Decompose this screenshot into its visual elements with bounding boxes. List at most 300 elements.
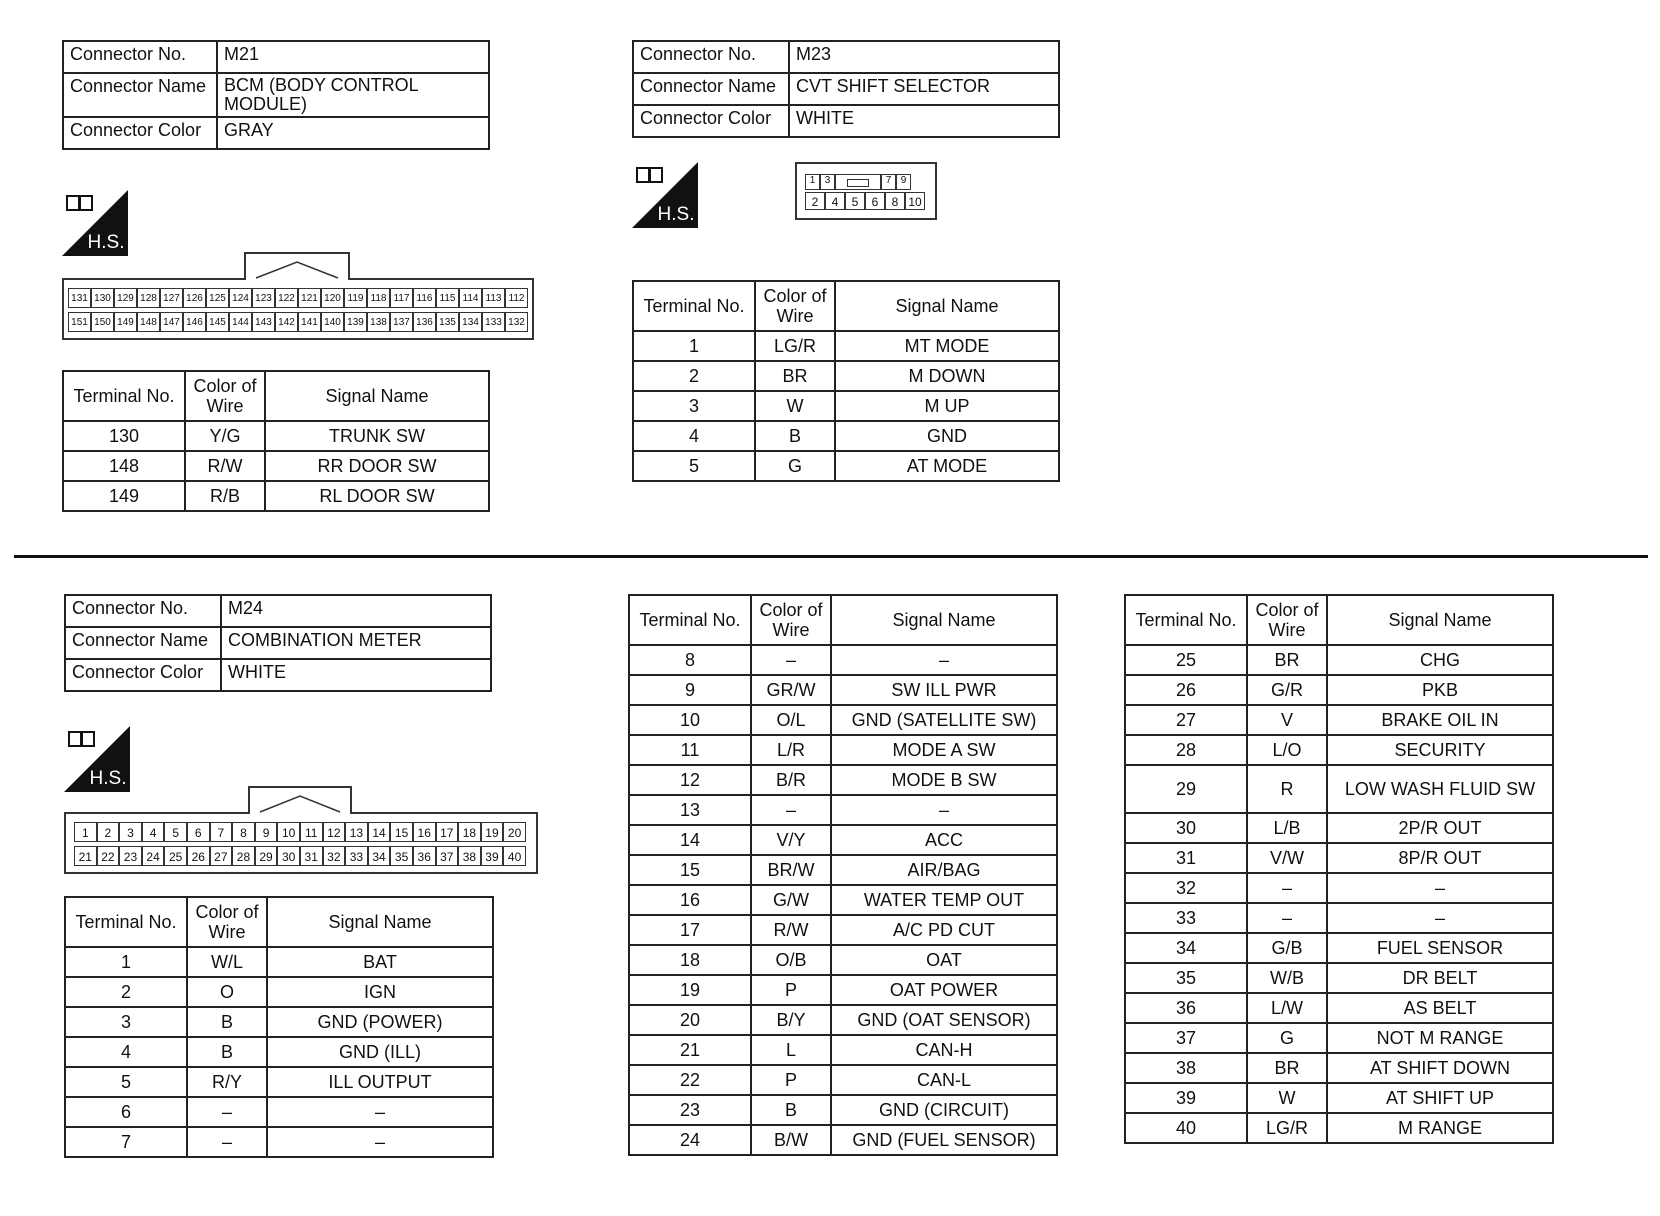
terminal-cell: 3 <box>65 1007 187 1037</box>
terminal-cell: 149 <box>63 481 185 511</box>
signal-name-cell: GND (FUEL SENSOR) <box>831 1125 1057 1155</box>
label: Connector Name <box>633 73 789 105</box>
table-row <box>1125 873 1553 903</box>
pin: 2 <box>97 822 120 842</box>
terminal-cell: 37 <box>1125 1023 1247 1053</box>
label: Connector Color <box>63 117 217 149</box>
label: Connector Name <box>65 627 221 659</box>
pin: 16 <box>413 822 436 842</box>
signal-name-cell: RR DOOR SW <box>265 451 489 481</box>
table-row <box>629 1125 1057 1155</box>
header-signal: Signal Name <box>265 371 489 421</box>
pin: 4 <box>825 192 845 210</box>
table-row <box>1125 933 1553 963</box>
pin: 32 <box>323 846 346 866</box>
pin: 25 <box>164 846 187 866</box>
table-row <box>633 331 1059 361</box>
terminal-cell: 28 <box>1125 735 1247 765</box>
wire-color-cell: V <box>1247 705 1327 735</box>
terminal-cell: 38 <box>1125 1053 1247 1083</box>
header-terminal: Terminal No. <box>63 371 185 421</box>
terminal-cell: 16 <box>629 885 751 915</box>
header-signal: Signal Name <box>267 897 493 947</box>
wire-color-cell: – <box>1247 873 1327 903</box>
table-row <box>1125 765 1553 813</box>
wire-color-cell: L/B <box>1247 813 1327 843</box>
pin: 31 <box>300 846 323 866</box>
terminal-cell: 29 <box>1125 765 1247 813</box>
table-row <box>65 1097 493 1127</box>
pin: 147 <box>160 312 183 332</box>
signal-name-cell: GND (POWER) <box>267 1007 493 1037</box>
connector-color: GRAY <box>217 117 489 149</box>
pin: 121 <box>298 288 321 308</box>
pin: 113 <box>482 288 505 308</box>
pin: 1 <box>805 174 820 190</box>
pin: 12 <box>323 822 346 842</box>
wire-color-cell: G/B <box>1247 933 1327 963</box>
table-row <box>1125 735 1553 765</box>
pin: 146 <box>183 312 206 332</box>
signal-name-cell: CHG <box>1327 645 1553 675</box>
wire-color-cell: P <box>751 1065 831 1095</box>
pin: 2 <box>805 192 825 210</box>
terminal-cell: 2 <box>633 361 755 391</box>
connector-no: M23 <box>789 41 1059 73</box>
wire-color-cell: – <box>751 645 831 675</box>
terminal-cell: 34 <box>1125 933 1247 963</box>
wire-color-cell: L/O <box>1247 735 1327 765</box>
table-row <box>65 947 493 977</box>
wire-color-cell: – <box>1247 903 1327 933</box>
label: Connector Color <box>65 659 221 691</box>
table-row <box>629 675 1057 705</box>
wire-color-cell: W <box>1247 1083 1327 1113</box>
terminal-cell: 4 <box>65 1037 187 1067</box>
signal-name-cell: SECURITY <box>1327 735 1553 765</box>
hs-label: H.S. <box>89 768 127 789</box>
terminal-cell: 33 <box>1125 903 1247 933</box>
pin: 7 <box>210 822 233 842</box>
table-row <box>1125 1083 1553 1113</box>
pin: 10 <box>905 192 925 210</box>
terminal-cell: 23 <box>629 1095 751 1125</box>
wire-color-cell: G <box>1247 1023 1327 1053</box>
signal-name-cell: GND (OAT SENSOR) <box>831 1005 1057 1035</box>
signal-name-cell: AIR/BAG <box>831 855 1057 885</box>
m24-info-table <box>64 594 492 692</box>
terminal-cell: 39 <box>1125 1083 1247 1113</box>
header-color: Color of Wire <box>751 595 831 645</box>
pin: 131 <box>68 288 91 308</box>
terminal-cell: 5 <box>65 1067 187 1097</box>
wire-color-cell: G/R <box>1247 675 1327 705</box>
connector-name: CVT SHIFT SELECTOR <box>789 73 1059 105</box>
pin: 135 <box>436 312 459 332</box>
table-row <box>1125 813 1553 843</box>
header-terminal: Terminal No. <box>633 281 755 331</box>
signal-name-cell: GND (CIRCUIT) <box>831 1095 1057 1125</box>
connector-name: COMBINATION METER <box>221 627 491 659</box>
connector-no: M21 <box>217 41 489 73</box>
wire-color-cell: R/B <box>185 481 265 511</box>
label: Connector No. <box>63 41 217 73</box>
pin: 5 <box>845 192 865 210</box>
table-row <box>65 1127 493 1157</box>
table-row <box>1125 1113 1553 1143</box>
terminal-cell: 3 <box>633 391 755 421</box>
m24-terminal-table-2 <box>628 594 1058 1156</box>
signal-name-cell: ILL OUTPUT <box>267 1067 493 1097</box>
table-row <box>629 885 1057 915</box>
wire-color-cell: O/B <box>751 945 831 975</box>
signal-name-cell: NOT M RANGE <box>1327 1023 1553 1053</box>
signal-name-cell: – <box>267 1127 493 1157</box>
pin: 6 <box>865 192 885 210</box>
terminal-cell: 4 <box>633 421 755 451</box>
pin: 38 <box>458 846 481 866</box>
signal-name-cell: DR BELT <box>1327 963 1553 993</box>
harness-side-icon <box>62 190 128 256</box>
pin: 39 <box>481 846 504 866</box>
m23-terminal-table <box>632 280 1060 482</box>
signal-name-cell: A/C PD CUT <box>831 915 1057 945</box>
terminal-cell: 25 <box>1125 645 1247 675</box>
table-row <box>629 735 1057 765</box>
wire-color-cell: R <box>1247 765 1327 813</box>
wire-color-cell: V/Y <box>751 825 831 855</box>
header-terminal: Terminal No. <box>1125 595 1247 645</box>
wire-color-cell: L <box>751 1035 831 1065</box>
pin: 8 <box>885 192 905 210</box>
signal-name-cell: M UP <box>835 391 1059 421</box>
pin: 123 <box>252 288 275 308</box>
signal-name-cell: – <box>831 795 1057 825</box>
m23-info-table <box>632 40 1060 138</box>
wire-color-cell: O/L <box>751 705 831 735</box>
signal-name-cell: BRAKE OIL IN <box>1327 705 1553 735</box>
table-row <box>629 825 1057 855</box>
terminal-cell: 27 <box>1125 705 1247 735</box>
table-row <box>65 1037 493 1067</box>
signal-name-cell: BAT <box>267 947 493 977</box>
wire-color-cell: BR <box>1247 645 1327 675</box>
signal-name-cell: 8P/R OUT <box>1327 843 1553 873</box>
terminal-cell: 5 <box>633 451 755 481</box>
pin: 27 <box>210 846 233 866</box>
wire-color-cell: L/W <box>1247 993 1327 1023</box>
terminal-cell: 13 <box>629 795 751 825</box>
terminal-cell: 31 <box>1125 843 1247 873</box>
pin: 150 <box>91 312 114 332</box>
m21-terminal-table <box>62 370 490 512</box>
table-row <box>1125 705 1553 735</box>
wire-color-cell: W/L <box>187 947 267 977</box>
table-row <box>629 975 1057 1005</box>
terminal-cell: 130 <box>63 421 185 451</box>
pin: 20 <box>503 822 526 842</box>
terminal-cell: 30 <box>1125 813 1247 843</box>
hs-label: H.S. <box>657 204 695 225</box>
table-row <box>633 361 1059 391</box>
pin: 26 <box>187 846 210 866</box>
pin: 29 <box>255 846 278 866</box>
signal-name-cell: OAT <box>831 945 1057 975</box>
header-color: Color of Wire <box>187 897 267 947</box>
signal-name-cell: PKB <box>1327 675 1553 705</box>
wire-color-cell: – <box>751 795 831 825</box>
table-row <box>629 645 1057 675</box>
wire-color-cell: B/W <box>751 1125 831 1155</box>
signal-name-cell: TRUNK SW <box>265 421 489 451</box>
pin: 130 <box>91 288 114 308</box>
harness-side-icon <box>64 726 130 792</box>
table-row <box>629 1065 1057 1095</box>
wire-color-cell: V/W <box>1247 843 1327 873</box>
pin: 30 <box>277 846 300 866</box>
pin: 120 <box>321 288 344 308</box>
pin: 119 <box>344 288 367 308</box>
wire-color-cell: – <box>187 1097 267 1127</box>
signal-name-cell: GND <box>835 421 1059 451</box>
terminal-cell: 18 <box>629 945 751 975</box>
pin: 33 <box>345 846 368 866</box>
pin: 8 <box>232 822 255 842</box>
table-row <box>633 451 1059 481</box>
pin: 112 <box>505 288 528 308</box>
signal-name-cell: GND (SATELLITE SW) <box>831 705 1057 735</box>
pin: 137 <box>390 312 413 332</box>
terminal-cell: 19 <box>629 975 751 1005</box>
wire-color-cell: R/Y <box>187 1067 267 1097</box>
label: Connector No. <box>65 595 221 627</box>
pin: 5 <box>164 822 187 842</box>
pin: 24 <box>142 846 165 866</box>
terminal-cell: 21 <box>629 1035 751 1065</box>
terminal-cell: 32 <box>1125 873 1247 903</box>
signal-name-cell: SW ILL PWR <box>831 675 1057 705</box>
table-row <box>63 481 489 511</box>
table-row <box>629 795 1057 825</box>
signal-name-cell: 2P/R OUT <box>1327 813 1553 843</box>
pin: 143 <box>252 312 275 332</box>
signal-name-cell: LOW WASH FLUID SW <box>1327 765 1553 813</box>
signal-name-cell: OAT POWER <box>831 975 1057 1005</box>
table-row <box>629 705 1057 735</box>
pin: 22 <box>97 846 120 866</box>
signal-name-cell: MODE A SW <box>831 735 1057 765</box>
wire-color-cell: B/Y <box>751 1005 831 1035</box>
signal-name-cell: FUEL SENSOR <box>1327 933 1553 963</box>
terminal-cell: 22 <box>629 1065 751 1095</box>
connector-color: WHITE <box>789 105 1059 137</box>
header-signal: Signal Name <box>831 595 1057 645</box>
pin: 15 <box>390 822 413 842</box>
signal-name-cell: MODE B SW <box>831 765 1057 795</box>
pin: 124 <box>229 288 252 308</box>
wire-color-cell: BR <box>755 361 835 391</box>
label: Connector No. <box>633 41 789 73</box>
signal-name-cell: IGN <box>267 977 493 1007</box>
table-row <box>65 977 493 1007</box>
pin: 136 <box>413 312 436 332</box>
header-terminal: Terminal No. <box>65 897 187 947</box>
wire-color-cell: W <box>755 391 835 421</box>
wire-color-cell: P <box>751 975 831 1005</box>
hs-label: H.S. <box>87 232 125 253</box>
pin: 40 <box>503 846 526 866</box>
label: Connector Color <box>633 105 789 137</box>
pin: 18 <box>458 822 481 842</box>
pin: 3 <box>119 822 142 842</box>
signal-name-cell: – <box>1327 873 1553 903</box>
pin: 3 <box>820 174 835 190</box>
pin: 21 <box>74 846 97 866</box>
table-row <box>629 1005 1057 1035</box>
pin: 132 <box>505 312 528 332</box>
wire-color-cell: G <box>755 451 835 481</box>
connector-name <box>217 73 489 117</box>
terminal-cell: 7 <box>65 1127 187 1157</box>
wire-color-cell: LG/R <box>755 331 835 361</box>
terminal-cell: 148 <box>63 451 185 481</box>
signal-name-cell: AT MODE <box>835 451 1059 481</box>
terminal-cell: 20 <box>629 1005 751 1035</box>
terminal-cell: 6 <box>65 1097 187 1127</box>
pin: 129 <box>114 288 137 308</box>
pin: 138 <box>367 312 390 332</box>
terminal-cell: 26 <box>1125 675 1247 705</box>
table-row <box>1125 963 1553 993</box>
pin: 122 <box>275 288 298 308</box>
wire-color-cell: GR/W <box>751 675 831 705</box>
terminal-cell: 9 <box>629 675 751 705</box>
pin: 139 <box>344 312 367 332</box>
wire-color-cell: BR <box>1247 1053 1327 1083</box>
pin: 141 <box>298 312 321 332</box>
terminal-cell: 17 <box>629 915 751 945</box>
terminal-cell: 36 <box>1125 993 1247 1023</box>
pin: 142 <box>275 312 298 332</box>
m24-terminal-table-1 <box>64 896 494 1158</box>
table-row <box>629 1035 1057 1065</box>
connector-no: M24 <box>221 595 491 627</box>
table-row <box>633 391 1059 421</box>
signal-name-cell: – <box>831 645 1057 675</box>
signal-name-cell: – <box>1327 903 1553 933</box>
pin: 35 <box>390 846 413 866</box>
wire-color-cell: G/W <box>751 885 831 915</box>
header-terminal: Terminal No. <box>629 595 751 645</box>
pin: 36 <box>413 846 436 866</box>
table-row <box>63 421 489 451</box>
signal-name-cell: AS BELT <box>1327 993 1553 1023</box>
pin: 9 <box>896 174 911 190</box>
connector-color: WHITE <box>221 659 491 691</box>
pin: 114 <box>459 288 482 308</box>
terminal-cell: 14 <box>629 825 751 855</box>
terminal-cell: 8 <box>629 645 751 675</box>
pin: 7 <box>881 174 896 190</box>
terminal-cell: 2 <box>65 977 187 1007</box>
table-row <box>629 855 1057 885</box>
pin-key <box>835 174 881 190</box>
header-color: Color of Wire <box>185 371 265 421</box>
terminal-cell: 10 <box>629 705 751 735</box>
wire-color-cell: – <box>187 1127 267 1157</box>
terminal-cell: 1 <box>633 331 755 361</box>
wire-color-cell: W/B <box>1247 963 1327 993</box>
pin: 13 <box>345 822 368 842</box>
signal-name-cell: RL DOOR SW <box>265 481 489 511</box>
pin: 4 <box>142 822 165 842</box>
table-row <box>1125 645 1553 675</box>
terminal-cell: 35 <box>1125 963 1247 993</box>
wire-color-cell: LG/R <box>1247 1113 1327 1143</box>
pin: 14 <box>368 822 391 842</box>
wire-color-cell: B <box>755 421 835 451</box>
wire-color-cell: L/R <box>751 735 831 765</box>
pin: 11 <box>300 822 323 842</box>
table-row <box>629 945 1057 975</box>
pin: 117 <box>390 288 413 308</box>
pin: 116 <box>413 288 436 308</box>
pin: 134 <box>459 312 482 332</box>
pin: 1 <box>74 822 97 842</box>
pin: 144 <box>229 312 252 332</box>
table-row <box>629 1095 1057 1125</box>
pin: 126 <box>183 288 206 308</box>
signal-name-cell: AT SHIFT DOWN <box>1327 1053 1553 1083</box>
pin: 118 <box>367 288 390 308</box>
signal-name-cell: CAN-L <box>831 1065 1057 1095</box>
terminal-cell: 40 <box>1125 1113 1247 1143</box>
pin: 6 <box>187 822 210 842</box>
signal-name-cell: – <box>267 1097 493 1127</box>
terminal-cell: 15 <box>629 855 751 885</box>
signal-name-cell: MT MODE <box>835 331 1059 361</box>
m21-connector-face <box>62 278 534 340</box>
m24-connector-face <box>64 812 538 874</box>
pin: 145 <box>206 312 229 332</box>
signal-name-cell: WATER TEMP OUT <box>831 885 1057 915</box>
m21-info-table <box>62 40 490 150</box>
pin: 133 <box>482 312 505 332</box>
table-row <box>633 421 1059 451</box>
pin: 127 <box>160 288 183 308</box>
table-row <box>65 1067 493 1097</box>
pin: 10 <box>277 822 300 842</box>
table-row <box>1125 993 1553 1023</box>
header-signal: Signal Name <box>1327 595 1553 645</box>
pin: 151 <box>68 312 91 332</box>
wire-color-cell: R/W <box>185 451 265 481</box>
table-row <box>1125 903 1553 933</box>
terminal-cell: 12 <box>629 765 751 795</box>
pin: 149 <box>114 312 137 332</box>
label: Connector Name <box>63 73 217 117</box>
name-line: MODULE) <box>224 94 308 114</box>
table-row <box>1125 843 1553 873</box>
pin: 125 <box>206 288 229 308</box>
pin: 34 <box>368 846 391 866</box>
terminal-cell: 1 <box>65 947 187 977</box>
signal-name-cell: AT SHIFT UP <box>1327 1083 1553 1113</box>
table-row <box>629 765 1057 795</box>
pin: 19 <box>481 822 504 842</box>
pin: 128 <box>137 288 160 308</box>
signal-name-cell: ACC <box>831 825 1057 855</box>
